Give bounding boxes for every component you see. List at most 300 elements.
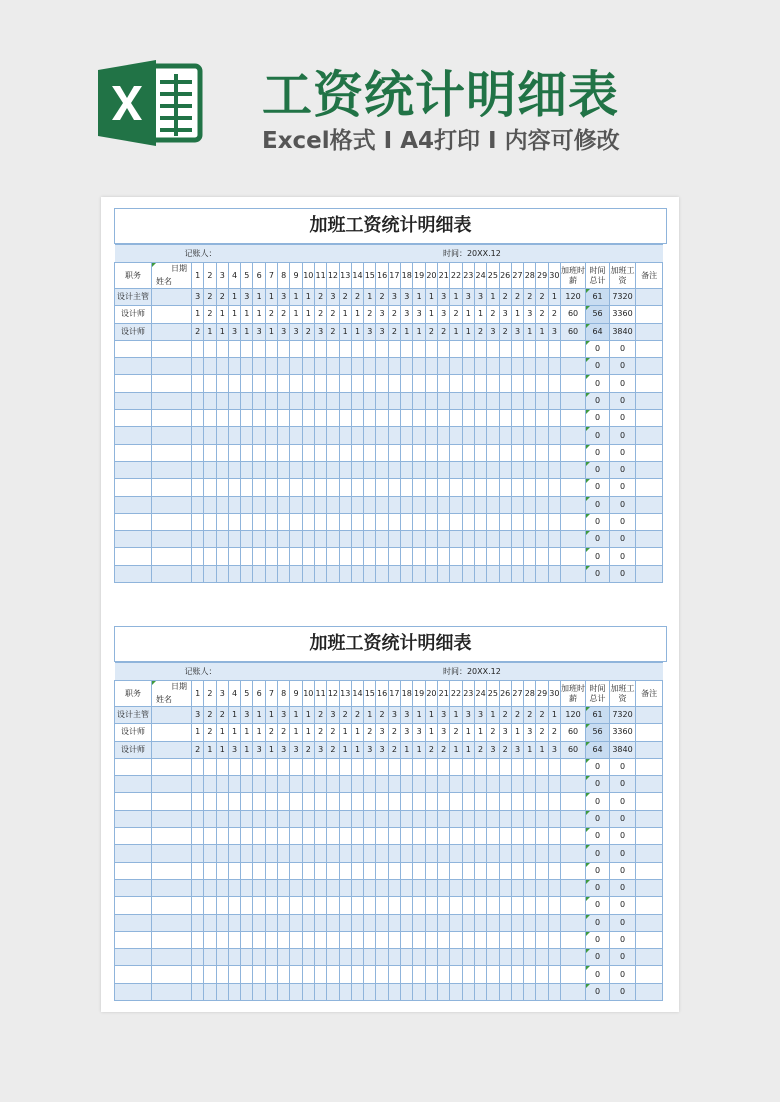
- hours-cell[interactable]: [364, 513, 376, 530]
- hours-cell[interactable]: [474, 776, 486, 793]
- hours-cell[interactable]: [216, 548, 228, 565]
- hours-cell[interactable]: [462, 513, 474, 530]
- hours-cell[interactable]: [204, 931, 216, 948]
- hours-cell[interactable]: 2: [499, 289, 511, 306]
- hours-cell[interactable]: [462, 427, 474, 444]
- hours-cell[interactable]: [302, 983, 314, 1000]
- position-cell[interactable]: 设计师: [115, 724, 152, 741]
- day-header[interactable]: 6: [253, 681, 265, 707]
- hours-cell[interactable]: [278, 776, 290, 793]
- day-header[interactable]: 2: [204, 263, 216, 289]
- hours-cell[interactable]: [548, 862, 560, 879]
- hours-cell[interactable]: 1: [290, 306, 302, 323]
- hours-cell[interactable]: 3: [388, 289, 400, 306]
- hours-cell[interactable]: [388, 897, 400, 914]
- hours-cell[interactable]: [241, 531, 253, 548]
- hours-cell[interactable]: [216, 879, 228, 896]
- hours-cell[interactable]: [241, 862, 253, 879]
- hours-cell[interactable]: [314, 375, 326, 392]
- hours-cell[interactable]: [253, 427, 265, 444]
- hours-cell[interactable]: [327, 879, 339, 896]
- note-cell[interactable]: [636, 741, 663, 758]
- hours-cell[interactable]: [314, 983, 326, 1000]
- hours-cell[interactable]: 1: [216, 323, 228, 340]
- hours-cell[interactable]: 1: [351, 306, 363, 323]
- hours-cell[interactable]: [401, 758, 413, 775]
- hours-cell[interactable]: [314, 461, 326, 478]
- hours-cell[interactable]: [425, 966, 437, 983]
- hours-cell[interactable]: 1: [401, 323, 413, 340]
- hours-cell[interactable]: [524, 375, 536, 392]
- hours-cell[interactable]: 3: [278, 323, 290, 340]
- hours-cell[interactable]: [192, 565, 204, 582]
- hours-cell[interactable]: [351, 496, 363, 513]
- hours-cell[interactable]: [548, 461, 560, 478]
- day-header[interactable]: 17: [388, 681, 400, 707]
- name-cell[interactable]: [152, 810, 192, 827]
- hours-cell[interactable]: [228, 845, 240, 862]
- hours-cell[interactable]: 1: [302, 707, 314, 724]
- hours-cell[interactable]: [228, 879, 240, 896]
- hours-cell[interactable]: [364, 931, 376, 948]
- hours-cell[interactable]: [474, 879, 486, 896]
- rate-cell[interactable]: 60: [561, 306, 586, 323]
- hours-cell[interactable]: [351, 375, 363, 392]
- hours-cell[interactable]: 1: [253, 306, 265, 323]
- position-cell[interactable]: [115, 793, 152, 810]
- hours-cell[interactable]: [376, 810, 388, 827]
- hours-cell[interactable]: [450, 410, 462, 427]
- hours-cell[interactable]: [438, 845, 450, 862]
- hours-cell[interactable]: [351, 776, 363, 793]
- hours-cell[interactable]: [511, 358, 523, 375]
- hours-cell[interactable]: [401, 966, 413, 983]
- hours-cell[interactable]: [339, 879, 351, 896]
- hours-cell[interactable]: 3: [290, 323, 302, 340]
- hours-cell[interactable]: [388, 340, 400, 357]
- hours-cell[interactable]: 3: [192, 707, 204, 724]
- hours-cell[interactable]: [302, 392, 314, 409]
- hours-total-cell[interactable]: 56: [586, 724, 610, 741]
- hours-cell[interactable]: [241, 983, 253, 1000]
- hours-cell[interactable]: [548, 496, 560, 513]
- position-cell[interactable]: [115, 410, 152, 427]
- hours-cell[interactable]: [216, 793, 228, 810]
- hours-cell[interactable]: 2: [204, 289, 216, 306]
- hours-cell[interactable]: [364, 548, 376, 565]
- hours-cell[interactable]: [339, 410, 351, 427]
- day-header[interactable]: 10: [302, 263, 314, 289]
- hours-cell[interactable]: [388, 914, 400, 931]
- hours-cell[interactable]: [450, 914, 462, 931]
- hours-cell[interactable]: [302, 358, 314, 375]
- hours-cell[interactable]: [450, 358, 462, 375]
- hours-cell[interactable]: [388, 358, 400, 375]
- hours-cell[interactable]: 2: [511, 289, 523, 306]
- hours-cell[interactable]: [241, 358, 253, 375]
- name-cell[interactable]: [152, 983, 192, 1000]
- hours-cell[interactable]: [462, 931, 474, 948]
- hours-cell[interactable]: [302, 897, 314, 914]
- wage-cell[interactable]: 0: [610, 513, 636, 530]
- note-cell[interactable]: [636, 931, 663, 948]
- wage-cell[interactable]: 0: [610, 479, 636, 496]
- hours-cell[interactable]: [241, 392, 253, 409]
- position-cell[interactable]: 设计师: [115, 741, 152, 758]
- hours-cell[interactable]: [524, 410, 536, 427]
- hours-cell[interactable]: [314, 793, 326, 810]
- hours-cell[interactable]: [450, 531, 462, 548]
- hours-cell[interactable]: 2: [536, 289, 548, 306]
- hours-cell[interactable]: [204, 479, 216, 496]
- hours-cell[interactable]: [351, 358, 363, 375]
- hours-cell[interactable]: [548, 810, 560, 827]
- hours-cell[interactable]: [314, 513, 326, 530]
- hours-cell[interactable]: [388, 548, 400, 565]
- hours-cell[interactable]: [438, 931, 450, 948]
- day-header[interactable]: 20: [425, 263, 437, 289]
- hours-cell[interactable]: [524, 758, 536, 775]
- hours-total-cell[interactable]: 0: [586, 793, 610, 810]
- hours-cell[interactable]: [536, 340, 548, 357]
- position-cell[interactable]: [115, 897, 152, 914]
- hours-cell[interactable]: [290, 776, 302, 793]
- position-cell[interactable]: [115, 461, 152, 478]
- hours-cell[interactable]: 3: [499, 306, 511, 323]
- hours-cell[interactable]: [290, 548, 302, 565]
- hours-cell[interactable]: [314, 340, 326, 357]
- hours-cell[interactable]: [302, 966, 314, 983]
- hours-cell[interactable]: [302, 548, 314, 565]
- hours-cell[interactable]: [401, 496, 413, 513]
- hours-cell[interactable]: [388, 776, 400, 793]
- hours-cell[interactable]: [241, 340, 253, 357]
- hours-cell[interactable]: 1: [253, 707, 265, 724]
- hours-cell[interactable]: 2: [216, 707, 228, 724]
- hours-cell[interactable]: [290, 444, 302, 461]
- hours-cell[interactable]: [290, 862, 302, 879]
- note-cell[interactable]: [636, 358, 663, 375]
- rate-cell[interactable]: [561, 565, 586, 582]
- hours-cell[interactable]: 3: [327, 289, 339, 306]
- hours-cell[interactable]: [327, 513, 339, 530]
- hours-cell[interactable]: [192, 392, 204, 409]
- hours-cell[interactable]: [511, 758, 523, 775]
- hours-cell[interactable]: [425, 931, 437, 948]
- hours-cell[interactable]: [278, 548, 290, 565]
- hours-cell[interactable]: [524, 548, 536, 565]
- hours-cell[interactable]: [401, 410, 413, 427]
- hours-cell[interactable]: [499, 427, 511, 444]
- hours-cell[interactable]: 1: [204, 741, 216, 758]
- hours-cell[interactable]: [192, 444, 204, 461]
- hours-cell[interactable]: [524, 461, 536, 478]
- note-cell[interactable]: [636, 966, 663, 983]
- hours-cell[interactable]: [253, 810, 265, 827]
- rate-header[interactable]: 加班时薪: [561, 263, 586, 289]
- hours-cell[interactable]: 2: [450, 306, 462, 323]
- hours-cell[interactable]: 1: [241, 724, 253, 741]
- hours-cell[interactable]: [499, 513, 511, 530]
- hours-cell[interactable]: [290, 479, 302, 496]
- rate-cell[interactable]: 120: [561, 289, 586, 306]
- hours-cell[interactable]: [204, 966, 216, 983]
- hours-cell[interactable]: [314, 828, 326, 845]
- hours-cell[interactable]: [364, 479, 376, 496]
- hours-cell[interactable]: [302, 531, 314, 548]
- hours-cell[interactable]: [524, 776, 536, 793]
- hours-total-cell[interactable]: 61: [586, 707, 610, 724]
- hours-cell[interactable]: [302, 949, 314, 966]
- hours-cell[interactable]: [413, 392, 425, 409]
- hours-cell[interactable]: [339, 931, 351, 948]
- hours-cell[interactable]: [413, 949, 425, 966]
- hours-cell[interactable]: [290, 810, 302, 827]
- hours-cell[interactable]: [278, 444, 290, 461]
- hours-cell[interactable]: [302, 810, 314, 827]
- wage-cell[interactable]: 0: [610, 949, 636, 966]
- hours-cell[interactable]: [364, 879, 376, 896]
- hours-cell[interactable]: [376, 565, 388, 582]
- hours-total-cell[interactable]: 0: [586, 983, 610, 1000]
- hours-total-cell[interactable]: 0: [586, 776, 610, 793]
- hours-cell[interactable]: 3: [511, 741, 523, 758]
- hours-cell[interactable]: [364, 983, 376, 1000]
- name-cell[interactable]: [152, 340, 192, 357]
- hours-cell[interactable]: [216, 531, 228, 548]
- hours-cell[interactable]: [450, 810, 462, 827]
- day-header[interactable]: 11: [314, 263, 326, 289]
- hours-cell[interactable]: [204, 862, 216, 879]
- hours-cell[interactable]: [462, 461, 474, 478]
- wage-cell[interactable]: 0: [610, 845, 636, 862]
- hours-cell[interactable]: [192, 427, 204, 444]
- hours-cell[interactable]: 2: [192, 323, 204, 340]
- hours-cell[interactable]: [302, 461, 314, 478]
- hours-total-cell[interactable]: 0: [586, 897, 610, 914]
- position-cell[interactable]: [115, 862, 152, 879]
- hours-cell[interactable]: 1: [253, 724, 265, 741]
- hours-cell[interactable]: 3: [487, 323, 499, 340]
- hours-cell[interactable]: [524, 966, 536, 983]
- hours-cell[interactable]: 3: [364, 741, 376, 758]
- hours-cell[interactable]: [228, 461, 240, 478]
- hours-cell[interactable]: 1: [413, 707, 425, 724]
- hours-cell[interactable]: [524, 897, 536, 914]
- day-header[interactable]: 15: [364, 681, 376, 707]
- hours-cell[interactable]: [438, 496, 450, 513]
- hours-cell[interactable]: 1: [241, 306, 253, 323]
- hours-cell[interactable]: [278, 897, 290, 914]
- hours-cell[interactable]: [302, 828, 314, 845]
- hours-cell[interactable]: [524, 427, 536, 444]
- wage-cell[interactable]: 0: [610, 758, 636, 775]
- hours-cell[interactable]: [192, 810, 204, 827]
- hours-cell[interactable]: [548, 531, 560, 548]
- hours-cell[interactable]: [474, 427, 486, 444]
- hours-cell[interactable]: [364, 862, 376, 879]
- hours-cell[interactable]: [438, 513, 450, 530]
- hours-cell[interactable]: 3: [548, 323, 560, 340]
- hours-cell[interactable]: [339, 983, 351, 1000]
- hours-cell[interactable]: 2: [425, 741, 437, 758]
- hours-cell[interactable]: 1: [216, 306, 228, 323]
- hours-cell[interactable]: [228, 513, 240, 530]
- hours-cell[interactable]: [536, 983, 548, 1000]
- hours-cell[interactable]: [487, 531, 499, 548]
- name-cell[interactable]: [152, 513, 192, 530]
- hours-cell[interactable]: [302, 479, 314, 496]
- hours-cell[interactable]: [278, 565, 290, 582]
- hours-cell[interactable]: [241, 444, 253, 461]
- hours-cell[interactable]: [278, 531, 290, 548]
- hours-cell[interactable]: [302, 410, 314, 427]
- hours-cell[interactable]: [290, 410, 302, 427]
- hours-cell[interactable]: [228, 776, 240, 793]
- day-header[interactable]: 1: [192, 681, 204, 707]
- hours-cell[interactable]: [548, 776, 560, 793]
- day-header[interactable]: 20: [425, 681, 437, 707]
- hours-cell[interactable]: [204, 776, 216, 793]
- hours-cell[interactable]: [425, 793, 437, 810]
- hours-cell[interactable]: 1: [192, 724, 204, 741]
- note-cell[interactable]: [636, 461, 663, 478]
- position-cell[interactable]: [115, 531, 152, 548]
- hours-cell[interactable]: 2: [204, 306, 216, 323]
- hours-cell[interactable]: [314, 758, 326, 775]
- hours-cell[interactable]: [438, 983, 450, 1000]
- hours-cell[interactable]: [474, 983, 486, 1000]
- hours-cell[interactable]: [499, 949, 511, 966]
- hours-cell[interactable]: 3: [253, 741, 265, 758]
- hours-cell[interactable]: [253, 496, 265, 513]
- name-cell[interactable]: [152, 358, 192, 375]
- hours-cell[interactable]: [450, 879, 462, 896]
- day-header[interactable]: 17: [388, 263, 400, 289]
- day-header[interactable]: 26: [499, 263, 511, 289]
- hours-cell[interactable]: [228, 375, 240, 392]
- hours-cell[interactable]: [253, 828, 265, 845]
- hours-cell[interactable]: [241, 793, 253, 810]
- note-cell[interactable]: [636, 914, 663, 931]
- hours-cell[interactable]: [339, 531, 351, 548]
- hours-cell[interactable]: [474, 862, 486, 879]
- hours-cell[interactable]: 2: [265, 306, 277, 323]
- hours-cell[interactable]: [204, 548, 216, 565]
- hours-cell[interactable]: [290, 513, 302, 530]
- hours-cell[interactable]: [524, 983, 536, 1000]
- hours-cell[interactable]: [204, 375, 216, 392]
- hours-total-cell[interactable]: 0: [586, 427, 610, 444]
- hours-cell[interactable]: [351, 565, 363, 582]
- hours-cell[interactable]: 1: [548, 289, 560, 306]
- hours-cell[interactable]: 2: [339, 707, 351, 724]
- hours-cell[interactable]: [499, 931, 511, 948]
- hours-cell[interactable]: [376, 444, 388, 461]
- hours-total-cell[interactable]: 0: [586, 879, 610, 896]
- hours-cell[interactable]: 1: [425, 707, 437, 724]
- hours-cell[interactable]: [487, 914, 499, 931]
- hours-cell[interactable]: 1: [204, 323, 216, 340]
- hours-cell[interactable]: [339, 776, 351, 793]
- hours-cell[interactable]: [204, 914, 216, 931]
- hours-cell[interactable]: [364, 392, 376, 409]
- hours-cell[interactable]: [524, 392, 536, 409]
- hours-cell[interactable]: [462, 479, 474, 496]
- day-header[interactable]: 13: [339, 681, 351, 707]
- hours-cell[interactable]: [401, 531, 413, 548]
- hours-cell[interactable]: [339, 845, 351, 862]
- hours-cell[interactable]: [548, 793, 560, 810]
- note-cell[interactable]: [636, 392, 663, 409]
- hours-cell[interactable]: [511, 879, 523, 896]
- hours-cell[interactable]: 2: [314, 306, 326, 323]
- hours-cell[interactable]: [204, 828, 216, 845]
- hours-cell[interactable]: [425, 496, 437, 513]
- hours-cell[interactable]: 2: [487, 724, 499, 741]
- rate-cell[interactable]: [561, 392, 586, 409]
- hours-cell[interactable]: [401, 897, 413, 914]
- hours-cell[interactable]: [536, 966, 548, 983]
- hours-cell[interactable]: [192, 983, 204, 1000]
- hours-cell[interactable]: [241, 427, 253, 444]
- hours-cell[interactable]: [536, 548, 548, 565]
- hours-cell[interactable]: 2: [327, 741, 339, 758]
- hours-cell[interactable]: [462, 375, 474, 392]
- hours-cell[interactable]: [413, 914, 425, 931]
- hours-cell[interactable]: [253, 444, 265, 461]
- hours-cell[interactable]: 3: [228, 323, 240, 340]
- hours-total-cell[interactable]: 0: [586, 845, 610, 862]
- day-header[interactable]: 21: [438, 263, 450, 289]
- hours-cell[interactable]: [438, 949, 450, 966]
- hours-cell[interactable]: [314, 531, 326, 548]
- hours-cell[interactable]: 2: [376, 707, 388, 724]
- hours-cell[interactable]: 2: [388, 323, 400, 340]
- hours-cell[interactable]: 2: [364, 724, 376, 741]
- rate-cell[interactable]: [561, 949, 586, 966]
- day-header[interactable]: 1: [192, 263, 204, 289]
- day-header[interactable]: 12: [327, 681, 339, 707]
- hours-cell[interactable]: [536, 410, 548, 427]
- hours-cell[interactable]: [253, 914, 265, 931]
- hours-cell[interactable]: [327, 461, 339, 478]
- position-cell[interactable]: [115, 828, 152, 845]
- hours-cell[interactable]: [438, 548, 450, 565]
- wage-cell[interactable]: 0: [610, 862, 636, 879]
- hours-cell[interactable]: [204, 810, 216, 827]
- hours-cell[interactable]: [216, 758, 228, 775]
- hours-cell[interactable]: [388, 479, 400, 496]
- hours-cell[interactable]: [401, 479, 413, 496]
- hours-cell[interactable]: 3: [474, 707, 486, 724]
- name-cell[interactable]: [152, 375, 192, 392]
- hours-cell[interactable]: [499, 444, 511, 461]
- hours-cell[interactable]: [339, 513, 351, 530]
- hours-cell[interactable]: [511, 776, 523, 793]
- hours-cell[interactable]: 2: [438, 323, 450, 340]
- hours-cell[interactable]: [474, 949, 486, 966]
- hours-cell[interactable]: [499, 548, 511, 565]
- hours-cell[interactable]: [487, 776, 499, 793]
- wage-cell[interactable]: 0: [610, 914, 636, 931]
- hours-cell[interactable]: [499, 828, 511, 845]
- hours-cell[interactable]: 2: [364, 306, 376, 323]
- hours-cell[interactable]: [302, 931, 314, 948]
- hours-cell[interactable]: [524, 810, 536, 827]
- hours-cell[interactable]: [487, 793, 499, 810]
- hours-cell[interactable]: 1: [364, 707, 376, 724]
